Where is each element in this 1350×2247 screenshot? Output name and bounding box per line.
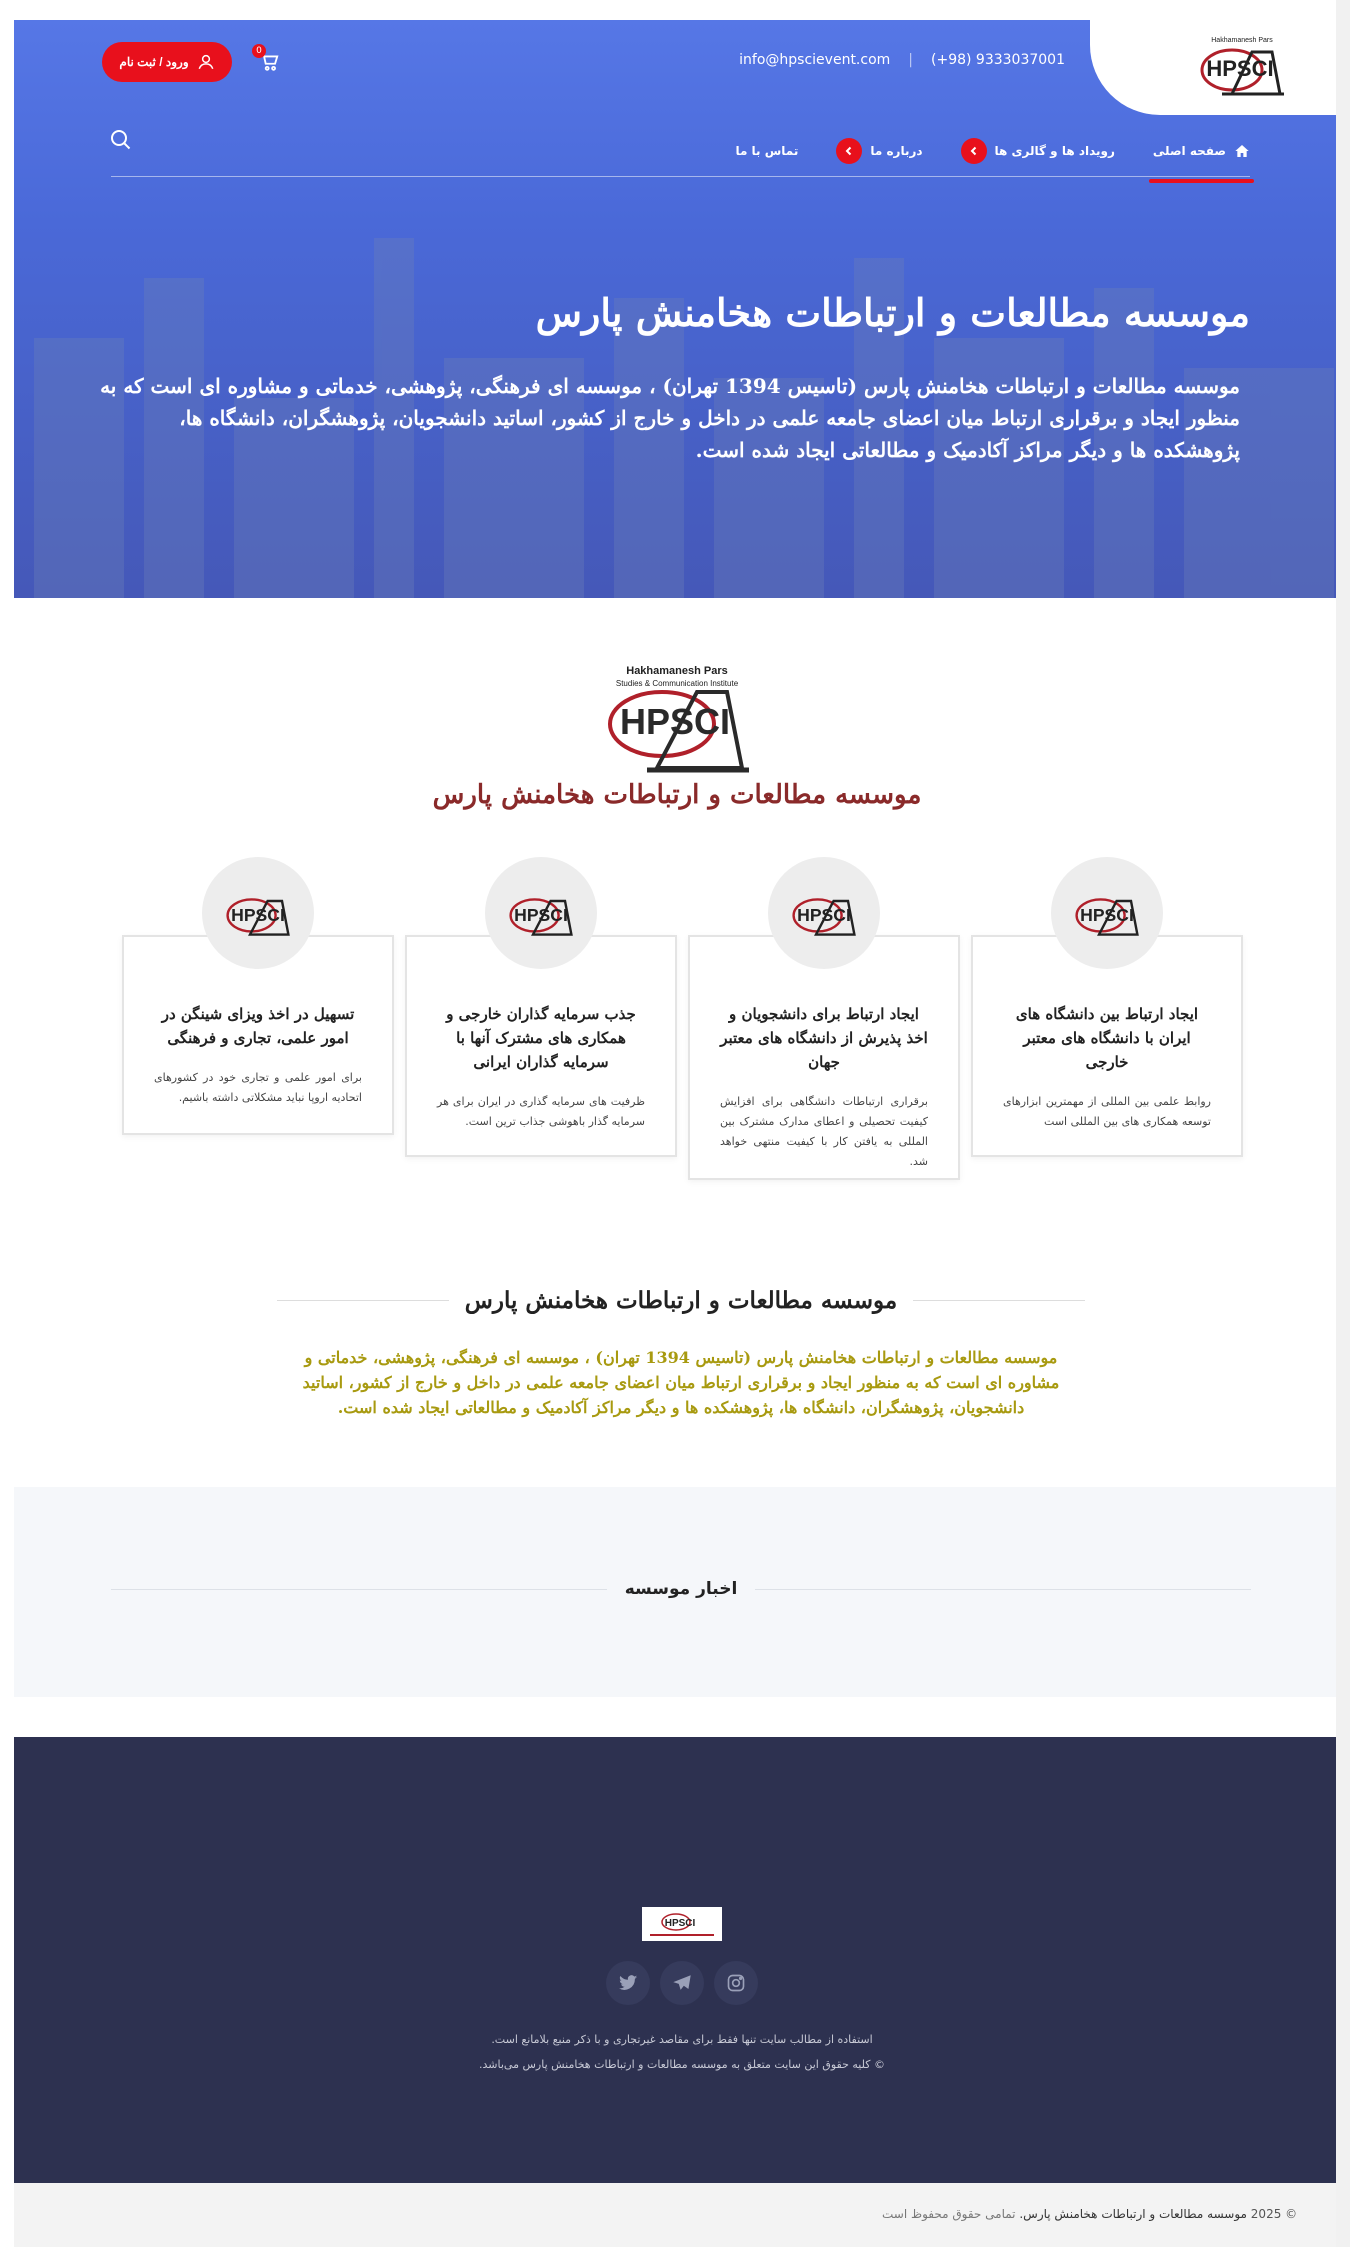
chevron-left-icon[interactable]	[961, 138, 987, 164]
divider-line	[277, 1300, 449, 1301]
user-icon	[197, 53, 215, 71]
search-icon[interactable]	[109, 128, 133, 152]
news-heading	[111, 1579, 1251, 1599]
nav-item-home-label: صفحه اصلی	[1152, 144, 1226, 158]
nav-item-events-label: رویداد ها و گالری ها	[994, 144, 1115, 158]
nav-item-contact-label: تماس با ما	[735, 144, 799, 158]
page-scrollbar[interactable]	[1336, 0, 1350, 2247]
chevron-left-icon[interactable]	[836, 138, 862, 164]
home-icon	[1234, 143, 1250, 159]
copyright-bar	[14, 2183, 1350, 2247]
footer-usage-note: استفاده از مطالب سایت تنها فقط برای مقاصد غیرتجاری و با ذکر منبع بلامانع است.	[491, 2033, 873, 2046]
card-logo-avatar	[485, 857, 597, 969]
footer-logo[interactable]	[642, 1907, 722, 1941]
svg-text:HPSCI: HPSCI	[797, 905, 851, 925]
footer	[14, 1737, 1350, 2183]
about-title: موسسه مطالعات و ارتباطات هخامنش پارس	[464, 1287, 898, 1314]
footer-rights-note: © کلیه حقوق این سایت متعلق به موسسه مطالعات و ارتباطات هخامنش پارس می‌باشد.	[479, 2058, 885, 2071]
news-section	[14, 1487, 1350, 1697]
feature-card[interactable]	[688, 905, 960, 1180]
card-title: ایجاد ارتباط بین دانشگاه های ایران با دانشگاه های معتبر خارجی	[1015, 1005, 1199, 1071]
page	[14, 0, 1350, 2247]
svg-text:HPSCI: HPSCI	[619, 701, 731, 742]
phone-number[interactable]: (+98) 9333037001	[931, 52, 1065, 68]
copyright-year: © 2025	[1250, 2207, 1298, 2221]
card-logo-avatar	[202, 857, 314, 969]
copyright-rest: تمامی حقوق محفوظ است	[882, 2207, 1016, 2221]
svg-text:HPSCI: HPSCI	[514, 905, 568, 925]
card-title: ایجاد ارتباط برای دانشجویان و اخذ پذیرش از دانشگاه های معتبر جهان	[720, 1005, 928, 1071]
feature-card[interactable]	[971, 905, 1243, 1157]
instagram-icon[interactable]	[714, 1961, 758, 2005]
divider-line	[755, 1589, 1251, 1590]
card-title: تسهیل در اخذ ویزای شینگن در امور علمی، تجاری و فرهنگی	[161, 1005, 355, 1047]
card-text: برای امور علمی و تجاری خود در کشورهای اتحادیه اروپا نباید مشکلاتی داشته باشیم.	[154, 1071, 362, 1104]
nav-item-events[interactable]	[961, 138, 1115, 164]
card-logo-avatar	[1051, 857, 1163, 969]
cart-button[interactable]	[254, 46, 280, 74]
svg-text:Studies & Communication Instit: Studies & Communication Institute	[615, 679, 739, 688]
hero-description: موسسه مطالعات و ارتباطات هخامنش پارس (تاسیس 1394 تهران) ، موسسه ای فرهنگی، پژوهشی، خدماتی و مشاوره ای است که به منظور ایجاد و برقراری ارتباط میان اعضای جامعه علمی در داخل و خارج از کشور، اساتید دانشجویان، پژوهشگران، دانشگاه ها، پژوهشکده ها و دیگر مراکز آکادمیک و مطالعاتی ایجاد شده است.	[100, 374, 1240, 462]
card-text: روابط علمی بین المللی از مهمترین ابزارهای توسعه همکاری های بین المللی است	[1003, 1095, 1211, 1128]
nav-item-home[interactable]	[1153, 143, 1250, 159]
nav-item-about-label: درباره ما	[870, 144, 923, 158]
feature-card[interactable]	[122, 905, 394, 1135]
feature-cards	[121, 855, 1243, 1185]
email-address[interactable]: info@hpscievent.com	[739, 52, 891, 68]
card-logo-avatar	[768, 857, 880, 969]
main-nav	[735, 138, 1250, 164]
nav-item-about[interactable]	[836, 138, 922, 164]
card-text: برقراری ارتباطات دانشگاهی برای افزایش کیفیت تحصیلی و اعطای مدارک مشترک بین المللی به یافتن کار با کیفیت منتهی خواهد شد.	[720, 1095, 928, 1168]
svg-text:HPSCI: HPSCI	[231, 905, 285, 925]
header-logo-tab[interactable]	[1090, 20, 1350, 115]
topbar-contact	[739, 52, 1065, 68]
card-title: جذب سرمایه گذاران خارجی و همکاری های مشترک آنها با سرمایه گذاران ایرانی	[446, 1005, 636, 1071]
telegram-icon[interactable]	[660, 1961, 704, 2005]
hpsci-logo-large	[597, 662, 757, 780]
feature-card[interactable]	[405, 905, 677, 1157]
intro-title: موسسه مطالعات و ارتباطات هخامنش پارس	[432, 780, 922, 810]
nav-divider	[111, 176, 1250, 177]
copyright-text	[882, 2207, 1297, 2221]
svg-text:Hakhamanesh Pars: Hakhamanesh Pars	[1211, 37, 1273, 44]
svg-text:HPSCI: HPSCI	[1206, 56, 1274, 81]
cart-count-badge: 0	[252, 44, 266, 58]
twitter-icon[interactable]	[606, 1961, 650, 2005]
copyright-name[interactable]: موسسه مطالعات و ارتباطات هخامنش پارس.	[1019, 2207, 1247, 2221]
about-text: موسسه مطالعات و ارتباطات هخامنش پارس (تاسیس 1394 تهران) ، موسسه ای فرهنگی، پژوهشی، خدماتی و مشاوره ای است که به منظور ایجاد و برقراری ارتباط میان اعضای جامعه علمی در داخل و خارج از کشور، اساتید دانشجویان، پژوهشگران، دانشگاه ها، پژوهشکده ها و دیگر مراکز آکادمیک و مطالعاتی ایجاد شده است.	[302, 1348, 1060, 1417]
svg-text:HPSCI: HPSCI	[664, 1918, 696, 1929]
login-register-label: ورود / ثبت نام	[119, 55, 189, 69]
about-heading	[277, 1287, 1085, 1314]
news-title: اخبار موسسه	[624, 1579, 738, 1599]
footer-fine-print	[14, 2027, 1350, 2077]
contact-separator: |	[908, 52, 913, 68]
svg-text:HPSCI: HPSCI	[1080, 905, 1134, 925]
card-text: ظرفیت های سرمایه گذاری در ایران برای هر سرمایه گذار باهوشی جذاب ترین است.	[437, 1095, 645, 1128]
hpsci-logo	[1192, 32, 1292, 102]
svg-text:Hakhamanesh Pars: Hakhamanesh Pars	[626, 665, 728, 677]
login-register-button[interactable]	[102, 42, 232, 82]
divider-line	[111, 1589, 607, 1590]
divider-line	[913, 1300, 1085, 1301]
hero-section	[14, 20, 1350, 598]
social-links	[14, 1961, 1350, 2005]
hero-title: موسسه مطالعات و ارتباطات هخامنش پارس	[535, 290, 1250, 335]
nav-item-contact[interactable]	[735, 144, 798, 158]
